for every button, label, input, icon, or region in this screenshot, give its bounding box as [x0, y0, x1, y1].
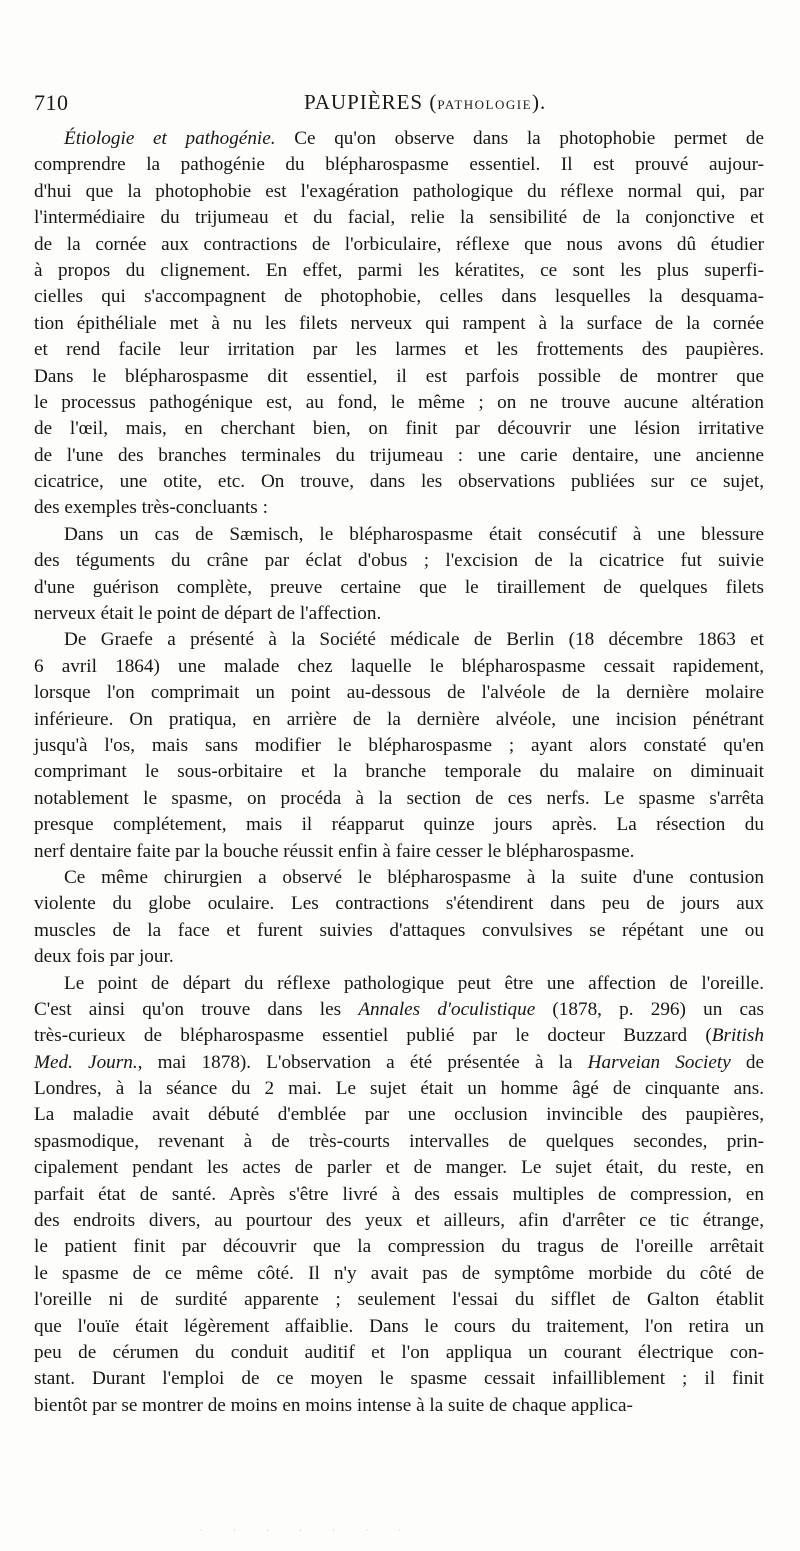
text-line [34, 601, 764, 627]
text-line [34, 680, 764, 706]
text-segment: de la cornée aux contractions de l'orbiculaire, réflexe que nous avons dû étudier [34, 233, 764, 255]
text-segment: jusqu'à l'os, mais sans modifier le blépharospasme ; ayant alors constaté qu'en [34, 734, 764, 756]
text-segment: presque complétement, mais il réapparut quinze jours après. La résection du [34, 814, 764, 836]
scan-artifact-marks: · · · · · · · [200, 1526, 416, 1535]
text-segment: l'oreille ni de surdité apparente ; seulement l'essai du sifflet de Galton établit [34, 1289, 764, 1311]
text-line [34, 839, 764, 865]
text-line [34, 1182, 764, 1208]
text-line [34, 152, 764, 178]
text-line [34, 1393, 764, 1419]
text-segment: le spasme de ce même côté. Il n'y avait pas de symptôme morbide du côté de [34, 1262, 764, 1284]
text-segment: Ce qu'on observe dans la photophobie permet de [275, 128, 764, 149]
text-line [34, 1076, 764, 1102]
text-line [34, 1314, 764, 1340]
text-line [34, 522, 764, 548]
text-segment: cicatrice, une otite, etc. On trouve, dans les observations publiées sur ce sujet, [34, 471, 764, 493]
text-line [34, 786, 764, 812]
page-number: 710 [34, 90, 69, 115]
paragraph [34, 627, 764, 865]
text-segment: lorsque l'on comprimait un point au-dessous de l'alvéole de la dernière molaire [34, 682, 764, 704]
paragraph [34, 126, 764, 522]
running-title [304, 90, 546, 115]
text-segment: Londres, à la séance du 2 mai. Le sujet était un homme âgé de cinquante ans. [34, 1078, 764, 1100]
text-line [34, 495, 764, 521]
text-line [34, 469, 764, 495]
running-title-end: ). [532, 90, 547, 114]
text-line [34, 390, 764, 416]
text-line [34, 1050, 764, 1076]
page-header [34, 86, 764, 120]
text-line [34, 232, 764, 258]
text-line [34, 944, 764, 970]
text-segment: comprimant le sous-orbitaire et la branche temporale du malaire on diminuait [34, 761, 764, 783]
text-line [34, 337, 764, 363]
text-segment: Dans un cas de Sæmisch, le blépharospasme était consécutif à une blessure [64, 523, 764, 545]
text-segment: de [730, 1051, 764, 1073]
text-segment: des endroits divers, au pourtour des yeux et ailleurs, afin d'arrêter ce tic étrange, [34, 1210, 764, 1232]
text-segment: Le point de départ du réflexe pathologique peut être une affection de l'oreille. [64, 972, 764, 994]
text-line [34, 258, 764, 284]
text-line [34, 997, 764, 1023]
text-segment: stant. Durant l'emploi de ce moyen le spasme cessait infailliblement ; il finit [34, 1368, 764, 1390]
text-segment: notablement le spasme, on procéda à la section de ces nerfs. Le spasme s'arrêta [34, 787, 764, 809]
italic-title: Annales d'oculistique [358, 998, 536, 1020]
text-segment: des exemples très-concluants : [34, 497, 268, 519]
text-segment: De Graefe a présenté à la Société médicale de Berlin (18 décembre 1863 et [64, 629, 764, 651]
text-line [34, 1129, 764, 1155]
text-line [34, 891, 764, 917]
text-line [34, 1234, 764, 1260]
text-line [34, 443, 764, 469]
text-line [34, 1366, 764, 1392]
text-line [34, 733, 764, 759]
text-segment: tion épithéliale met à nu les filets nerveux qui rampent à la surface de la cornée [34, 312, 764, 334]
text-segment: inférieure. On pratiqua, en arrière de la dernière alvéole, une incision pénétrant [34, 708, 764, 730]
body-text [34, 126, 764, 1419]
text-segment: d'hui que la photophobie est l'exagération pathologique du réflexe normal qui, par [34, 180, 764, 202]
text-line [34, 654, 764, 680]
text-line [34, 364, 764, 390]
text-line [34, 971, 764, 997]
text-line [34, 548, 764, 574]
text-segment: nerf dentaire faite par la bouche réussit enfin à faire cesser le blépharospasme. [34, 840, 635, 862]
italic-title: Med. Journ. [34, 1051, 138, 1073]
text-line [34, 1102, 764, 1128]
text-line [34, 284, 764, 310]
text-segment: violente du globe oculaire. Les contractions s'étendirent dans peu de jours aux [34, 893, 764, 915]
text-line [34, 707, 764, 733]
text-segment: à propos du clignement. En effet, parmi les kératites, ce sont les plus superfi- [34, 259, 764, 281]
italic-title: Harveian Society [587, 1051, 731, 1073]
paragraph [34, 865, 764, 971]
text-segment: , mai 1878). L'observation a été présentée à la [137, 1051, 588, 1073]
paragraph [34, 971, 764, 1420]
text-segment: très-curieux de blépharospasme essentiel publié par le docteur Buzzard ( [34, 1025, 712, 1047]
running-title-main: PAUPIÈRES ( [304, 90, 438, 114]
text-line [34, 205, 764, 231]
text-segment: spasmodique, revenant à de très-courts intervalles de quelques secondes, prin- [34, 1130, 764, 1152]
running-title-small-caps: PATHOLOGIE [437, 97, 533, 112]
text-line [34, 1155, 764, 1181]
text-segment: l'intermédiaire du trijumeau et du facial, relie la sensibilité de la conjonctive et [34, 207, 764, 229]
text-segment: C'est ainsi qu'on trouve dans les [34, 998, 359, 1020]
text-line [34, 1023, 764, 1049]
text-line [34, 1208, 764, 1234]
text-segment: le patient finit par découvrir que la compression du tragus de l'oreille arrêtait [34, 1236, 764, 1258]
text-segment: peu de cérumen du conduit auditif et l'on appliqua un courant électrique con- [34, 1341, 764, 1363]
text-segment: des téguments du crâne par éclat d'obus ; l'excision de la cicatrice fut suivie [34, 550, 764, 572]
text-segment: deux fois par jour. [34, 946, 174, 968]
text-segment: cipalement pendant les actes de parler et de manger. Le sujet était, du reste, en [34, 1157, 764, 1179]
paragraph [34, 522, 764, 628]
text-segment: bientôt par se montrer de moins en moins intense à la suite de chaque applica- [34, 1394, 633, 1416]
section-heading: Étiologie et pathogénie. [64, 128, 276, 149]
text-segment: (1878, p. 296) un cas [535, 998, 764, 1020]
text-line [34, 1287, 764, 1313]
text-segment: 6 avril 1864) une malade chez laquelle le blépharospasme cessait rapidement, [34, 655, 764, 677]
text-line [34, 1261, 764, 1287]
text-segment: La maladie avait débuté d'emblée par une occlusion invincible des paupières, [34, 1104, 764, 1126]
text-line [34, 918, 764, 944]
text-line [34, 416, 764, 442]
text-segment: Ce même chirurgien a observé le blépharospasme à la suite d'une contusion [64, 866, 764, 888]
text-segment: comprendre la pathogénie du blépharospasme essentiel. Il est prouvé aujour- [34, 154, 764, 176]
text-segment: cielles qui s'accompagnent de photophobie, celles dans lesquelles la desquama- [34, 286, 764, 308]
text-segment: et rend facile leur irritation par les larmes et les frottements des paupières. [34, 339, 764, 361]
text-line [34, 865, 764, 891]
text-line [34, 179, 764, 205]
text-segment: muscles de la face et furent suivies d'attaques convulsives se répétant une ou [34, 919, 764, 941]
text-segment: le processus pathogénique est, au fond, le même ; on ne trouve aucune altération [34, 391, 764, 413]
italic-title: British [711, 1025, 764, 1047]
text-line [34, 627, 764, 653]
text-segment: de l'œil, mais, en cherchant bien, on finit par découvrir une lésion irritative [34, 418, 764, 440]
text-line [34, 1340, 764, 1366]
text-segment: d'une guérison complète, preuve certaine que le tiraillement de quelques filets [34, 576, 764, 598]
text-line [34, 311, 764, 337]
text-line [34, 575, 764, 601]
text-segment: nerveux était le point de départ de l'affection. [34, 603, 382, 625]
text-line [34, 126, 764, 152]
text-segment: que l'ouïe était légèrement affaiblie. Dans le cours du traitement, l'on retira un [34, 1315, 764, 1337]
text-line [34, 759, 764, 785]
text-segment: Dans le blépharospasme dit essentiel, il est parfois possible de montrer que [34, 365, 764, 387]
text-segment: de l'une des branches terminales du trijumeau : une carie dentaire, une ancienne [34, 444, 764, 466]
text-line [34, 812, 764, 838]
text-segment: parfait état de santé. Après s'être livré à des essais multiples de compression, en [34, 1183, 764, 1205]
